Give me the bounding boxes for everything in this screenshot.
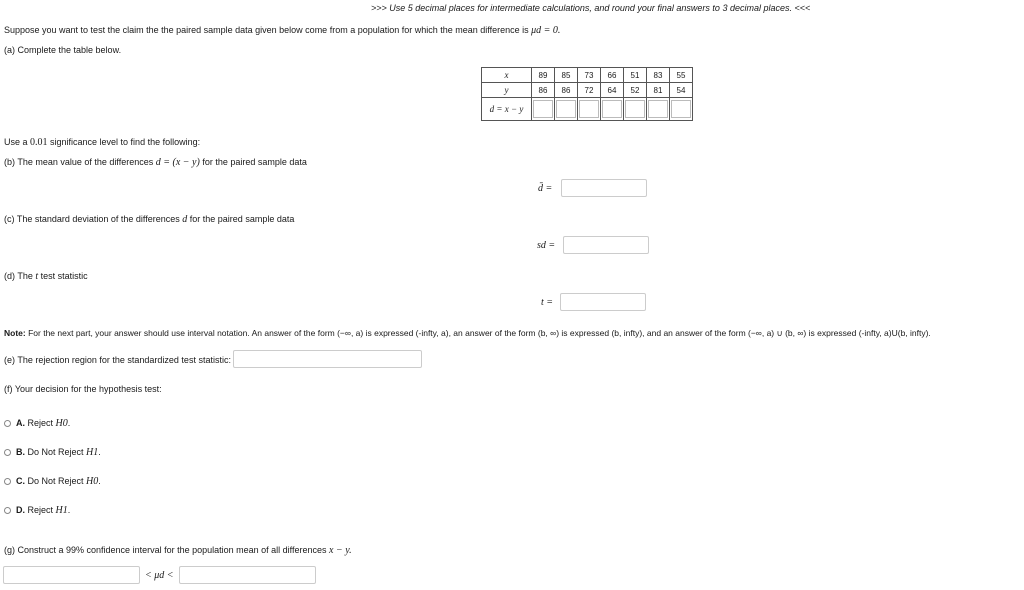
option-b-letter: B. (16, 447, 25, 457)
option-b-end: . (98, 447, 101, 457)
option-c-text: Do Not Reject (27, 476, 87, 486)
d-input-5[interactable] (625, 100, 645, 118)
y-value: 86 (555, 83, 578, 98)
option-c[interactable] (4, 476, 101, 487)
significance-prefix: Use a (4, 137, 31, 147)
note-bold: Note: (4, 328, 26, 338)
table-row-x (482, 68, 693, 83)
note-body: For the next part, your answer should use interval notation. An answer of the form (−∞, a) is expressed (-infty, a), an answer of the form (b, ∞) is expressed (b, infty), and an answer of the form (−∞, a) ∪ (b, ∞) is expressed (-infty, a)U(b, infty). (25, 328, 931, 338)
part-c-label (4, 214, 294, 225)
ci-lower-input[interactable] (3, 566, 140, 584)
part-d-label (4, 271, 88, 282)
part-e-label: (e) The rejection region for the standardized test statistic: (4, 355, 231, 365)
intro-math: μd = 0. (531, 25, 561, 36)
option-c-radio[interactable] (4, 478, 11, 485)
option-d-letter: D. (16, 505, 25, 515)
ci-upper-input[interactable] (179, 566, 316, 584)
part-c-prefix: (c) The standard deviation of the differences (4, 214, 183, 224)
mean-diff-input[interactable] (561, 179, 647, 197)
option-c-end: . (98, 476, 101, 486)
part-f-label: (f) Your decision for the hypothesis test: (4, 384, 162, 394)
ci-middle-label: < μd < (145, 570, 174, 581)
x-value: 73 (578, 68, 601, 83)
option-d[interactable] (4, 505, 70, 516)
option-b-math: H1 (86, 447, 99, 458)
table-row-d (482, 98, 693, 121)
part-g-label (4, 545, 352, 556)
part-d-prefix: (d) The (4, 271, 36, 281)
mean-diff-label: d̄ = (538, 183, 553, 194)
t-stat-input[interactable] (560, 293, 646, 311)
x-value: 51 (624, 68, 647, 83)
part-a-label: (a) Complete the table below. (4, 45, 122, 55)
part-g-prefix: (g) Construct a 99% confidence interval for the population mean of all differences (4, 545, 330, 555)
option-b-radio[interactable] (4, 449, 11, 456)
part-d-math: t (35, 271, 39, 282)
note-text (4, 328, 931, 339)
option-d-math: H1 (55, 505, 68, 516)
table-row-y (482, 83, 693, 98)
d-input-6[interactable] (648, 100, 668, 118)
instructions-text: >>> Use 5 decimal places for intermediate calculations, and round your final answers to 3 decimal places. <<< (371, 3, 811, 13)
option-d-radio[interactable] (4, 507, 11, 514)
d-input-2[interactable] (556, 100, 576, 118)
part-b-suffix: for the paired sample data (199, 157, 307, 167)
x-value: 55 (670, 68, 693, 83)
option-a[interactable] (4, 418, 70, 429)
part-c-suffix: for the paired sample data (187, 214, 295, 224)
option-a-math: H0 (55, 418, 68, 429)
x-value: 89 (532, 68, 555, 83)
significance-text (4, 137, 200, 148)
option-a-letter: A. (16, 418, 25, 428)
std-dev-label: sd = (537, 240, 556, 251)
d-header: d = x − y (482, 98, 532, 121)
intro-sentence: Suppose you want to test the claim the the paired sample data given below come from a population for which the mean difference is (4, 25, 532, 35)
y-header: y (482, 83, 532, 98)
y-value: 64 (601, 83, 624, 98)
part-d-suffix: test statistic (38, 271, 88, 281)
x-value: 85 (555, 68, 578, 83)
option-a-radio[interactable] (4, 420, 11, 427)
part-g-math: x − y. (329, 545, 352, 556)
y-value: 72 (578, 83, 601, 98)
option-d-end: . (67, 505, 71, 515)
y-value: 86 (532, 83, 555, 98)
part-b-math: d = (x − y) (155, 157, 200, 168)
intro-text (4, 25, 560, 36)
d-input-7[interactable] (671, 100, 691, 118)
option-c-math: H0 (86, 476, 99, 487)
d-input-3[interactable] (579, 100, 599, 118)
rejection-region-input[interactable] (233, 350, 422, 368)
d-input-1[interactable] (533, 100, 553, 118)
significance-suffix: significance level to find the following: (47, 137, 201, 147)
option-b[interactable] (4, 447, 101, 458)
std-dev-input[interactable] (563, 236, 649, 254)
x-header: x (482, 68, 532, 83)
option-a-end: . (67, 418, 71, 428)
t-stat-label: t = (541, 297, 554, 308)
part-b-label (4, 157, 307, 168)
option-b-text: Do Not Reject (27, 447, 87, 457)
x-value: 66 (601, 68, 624, 83)
y-value: 52 (624, 83, 647, 98)
y-value: 81 (647, 83, 670, 98)
paired-data-table (481, 67, 693, 121)
option-a-text: Reject (27, 418, 56, 428)
part-b-prefix: (b) The mean value of the differences (4, 157, 156, 167)
option-d-text: Reject (27, 505, 56, 515)
x-value: 83 (647, 68, 670, 83)
d-input-4[interactable] (602, 100, 622, 118)
part-c-math: d (182, 214, 188, 225)
y-value: 54 (670, 83, 693, 98)
significance-value: 0.01 (30, 137, 48, 148)
option-c-letter: C. (16, 476, 25, 486)
